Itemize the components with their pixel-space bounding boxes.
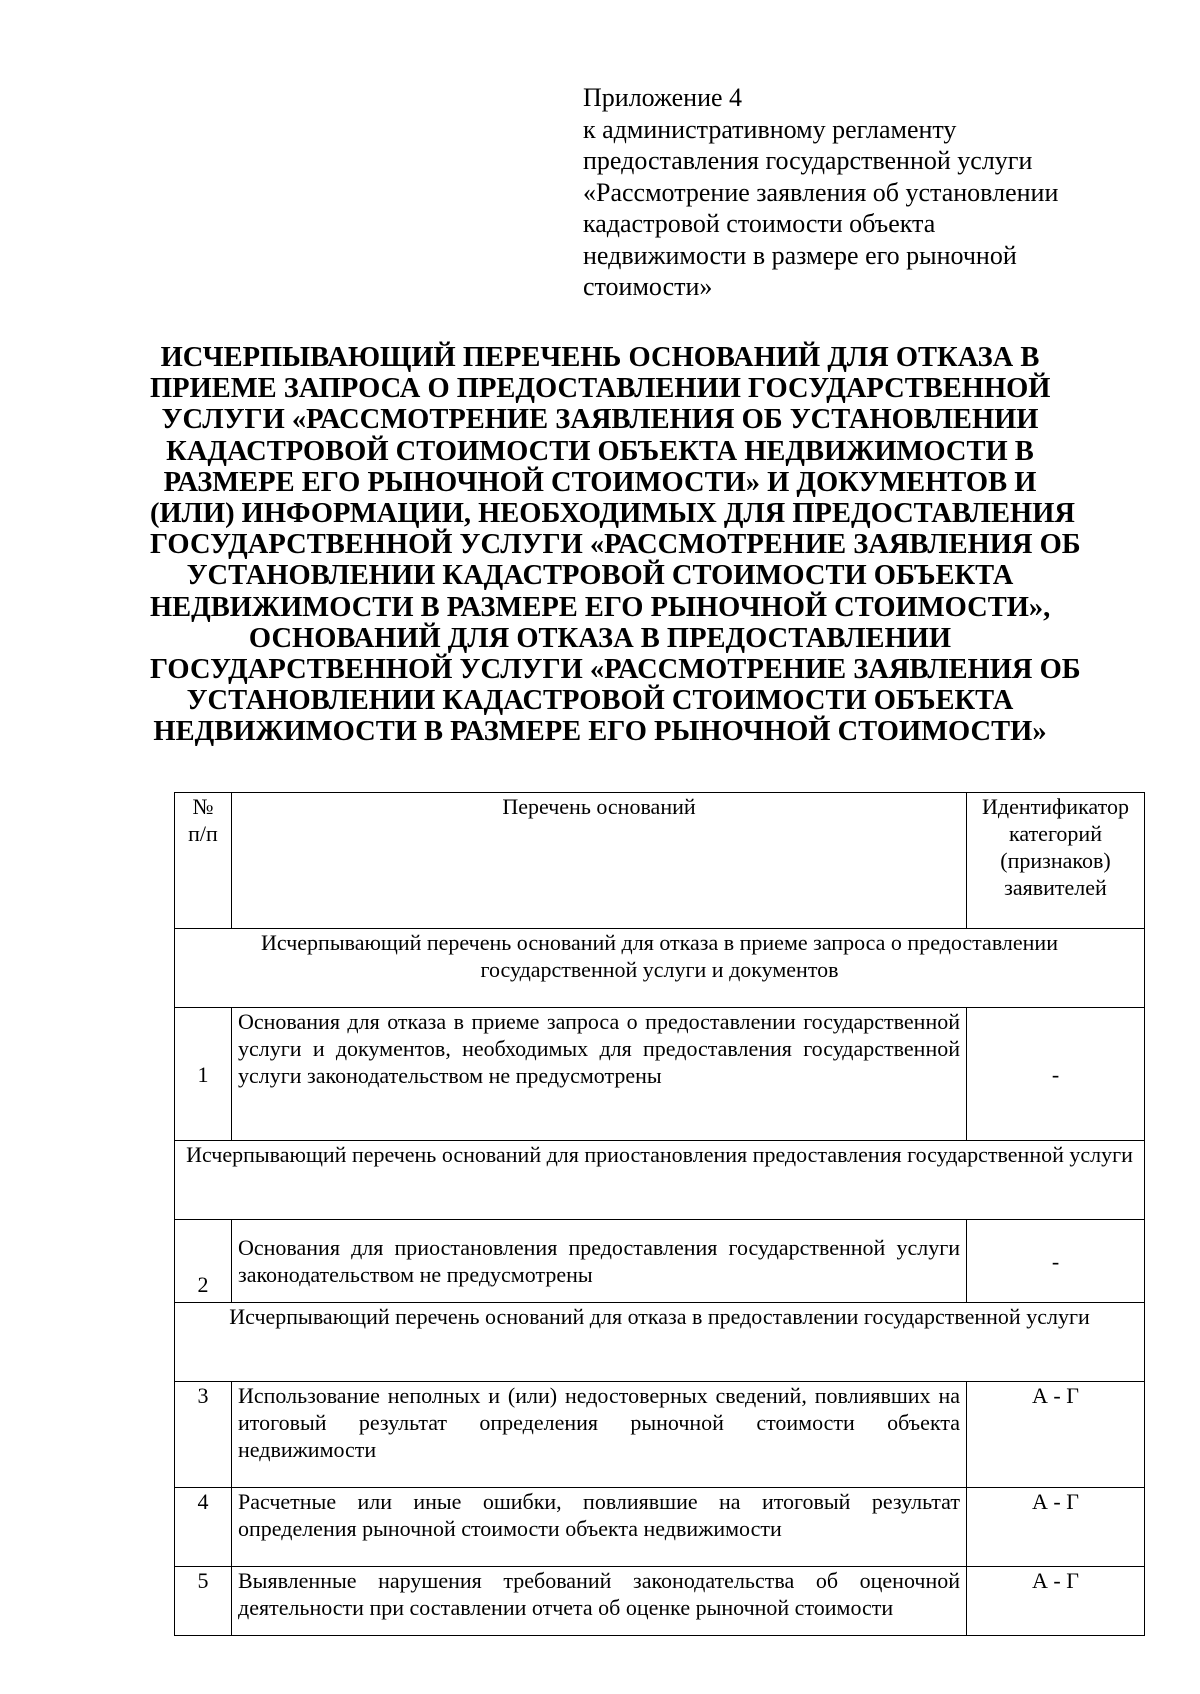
table-row: [175, 1488, 1145, 1567]
section-row: [175, 929, 1145, 1008]
row-number: 4: [175, 1488, 232, 1567]
row-identifier: А - Г: [967, 1488, 1145, 1567]
section-row: [175, 1303, 1145, 1382]
table-row: [175, 1567, 1145, 1636]
section-heading-refusal: Исчерпывающий перечень оснований для отказа в предоставлении государственной услуги: [175, 1303, 1145, 1382]
grounds-table: [174, 792, 1145, 1636]
title-line: УСТАНОВЛЕНИИ КАДАСТРОВОЙ СТОИМОСТИ ОБЪЕКТА: [186, 685, 1014, 717]
table-row: [175, 1220, 1145, 1303]
section-heading-reception: Исчерпывающий перечень оснований для отказа в приеме запроса о предоставлении государственной услуги и документов: [175, 929, 1145, 1008]
annex-line: «Рассмотрение заявления об установлении: [583, 177, 1059, 207]
table-row: [175, 1008, 1145, 1141]
annex-line: стоимости»: [583, 272, 713, 301]
row-grounds-text: Расчетные или иные ошибки, повлиявшие на итоговый результат определения рыночной стоимости объекта недвижимости: [232, 1488, 967, 1567]
title-line: УСЛУГИ «РАССМОТРЕНИЕ ЗАЯВЛЕНИЯ ОБ УСТАНОВЛЕНИИ: [161, 404, 1039, 436]
row-number: 2: [175, 1220, 232, 1303]
annex-line: к административному регламенту: [583, 114, 957, 144]
annex-line: предоставления государственной услуги: [583, 146, 1033, 175]
section-row: [175, 1141, 1145, 1220]
title-line: ГОСУДАРСТВЕННОЙ УСЛУГИ «РАССМОТРЕНИЕ ЗАЯВЛЕНИЯ ОБ: [150, 654, 1081, 686]
document-title: [150, 342, 1081, 748]
row-grounds-text: Основания для приостановления предоставления государственной услуги законодательством не предусмотрены: [232, 1220, 967, 1303]
row-grounds-text: Основания для отказа в приеме запроса о предоставлении государственной услуги и документов, необходимых для предоставления государственной услуги законодательством не предусмотрены: [232, 1008, 967, 1141]
annex-header: [583, 82, 1143, 303]
row-number: 5: [175, 1567, 232, 1636]
annex-line: Приложение 4: [583, 83, 743, 112]
title-line: ОСНОВАНИЙ ДЛЯ ОТКАЗА В ПРЕДОСТАВЛЕНИИ: [248, 622, 952, 654]
annex-line: недвижимости в размере его рыночной: [583, 240, 1017, 270]
row-number: 3: [175, 1382, 232, 1488]
title-line: ПРИЕМЕ ЗАПРОСА О ПРЕДОСТАВЛЕНИИ ГОСУДАРСТВЕННОЙ: [150, 373, 1051, 405]
header-grounds: Перечень оснований: [232, 793, 967, 929]
title-line: (ИЛИ) ИНФОРМАЦИИ, НЕОБХОДИМЫХ ДЛЯ ПРЕДОСТАВЛЕНИЯ: [150, 498, 1075, 530]
annex-line: кадастровой стоимости объекта: [583, 209, 936, 238]
row-grounds-text: Использование неполных и (или) недостоверных сведений, повлиявших на итоговый результат определения рыночной стоимости объекта недвижимости: [232, 1382, 967, 1488]
row-identifier: А - Г: [967, 1382, 1145, 1488]
row-identifier: -: [967, 1220, 1145, 1303]
table-row: [175, 1382, 1145, 1488]
table-header-row: [175, 793, 1145, 929]
row-number: 1: [175, 1008, 232, 1141]
title-line: РАЗМЕРЕ ЕГО РЫНОЧНОЙ СТОИМОСТИ» И ДОКУМЕНТОВ И: [163, 466, 1037, 498]
title-line: НЕДВИЖИМОСТИ В РАЗМЕРЕ ЕГО РЫНОЧНОЙ СТОИМОСТИ»,: [150, 591, 1051, 623]
row-identifier: -: [967, 1008, 1145, 1141]
row-identifier: А - Г: [967, 1567, 1145, 1636]
header-identifier: Идентификатор категорий (признаков) заявителей: [967, 793, 1145, 929]
header-num: № п/п: [175, 793, 232, 929]
title-line: ГОСУДАРСТВЕННОЙ УСЛУГИ «РАССМОТРЕНИЕ ЗАЯВЛЕНИЯ ОБ: [150, 529, 1081, 561]
title-line: УСТАНОВЛЕНИИ КАДАСТРОВОЙ СТОИМОСТИ ОБЪЕКТА: [186, 560, 1014, 592]
section-heading-suspension: Исчерпывающий перечень оснований для приостановления предоставления государственной услуги: [175, 1141, 1145, 1220]
title-line: КАДАСТРОВОЙ СТОИМОСТИ ОБЪЕКТА НЕДВИЖИМОСТИ В: [166, 435, 1034, 467]
title-line: НЕДВИЖИМОСТИ В РАЗМЕРЕ ЕГО РЫНОЧНОЙ СТОИМОСТИ»: [153, 716, 1047, 748]
row-grounds-text: Выявленные нарушения требований законодательства об оценочной деятельности при составлении отчета об оценке рыночной стоимости: [232, 1567, 967, 1636]
title-line: ИСЧЕРПЫВАЮЩИЙ ПЕРЕЧЕНЬ ОСНОВАНИЙ ДЛЯ ОТКАЗА В: [160, 342, 1040, 373]
